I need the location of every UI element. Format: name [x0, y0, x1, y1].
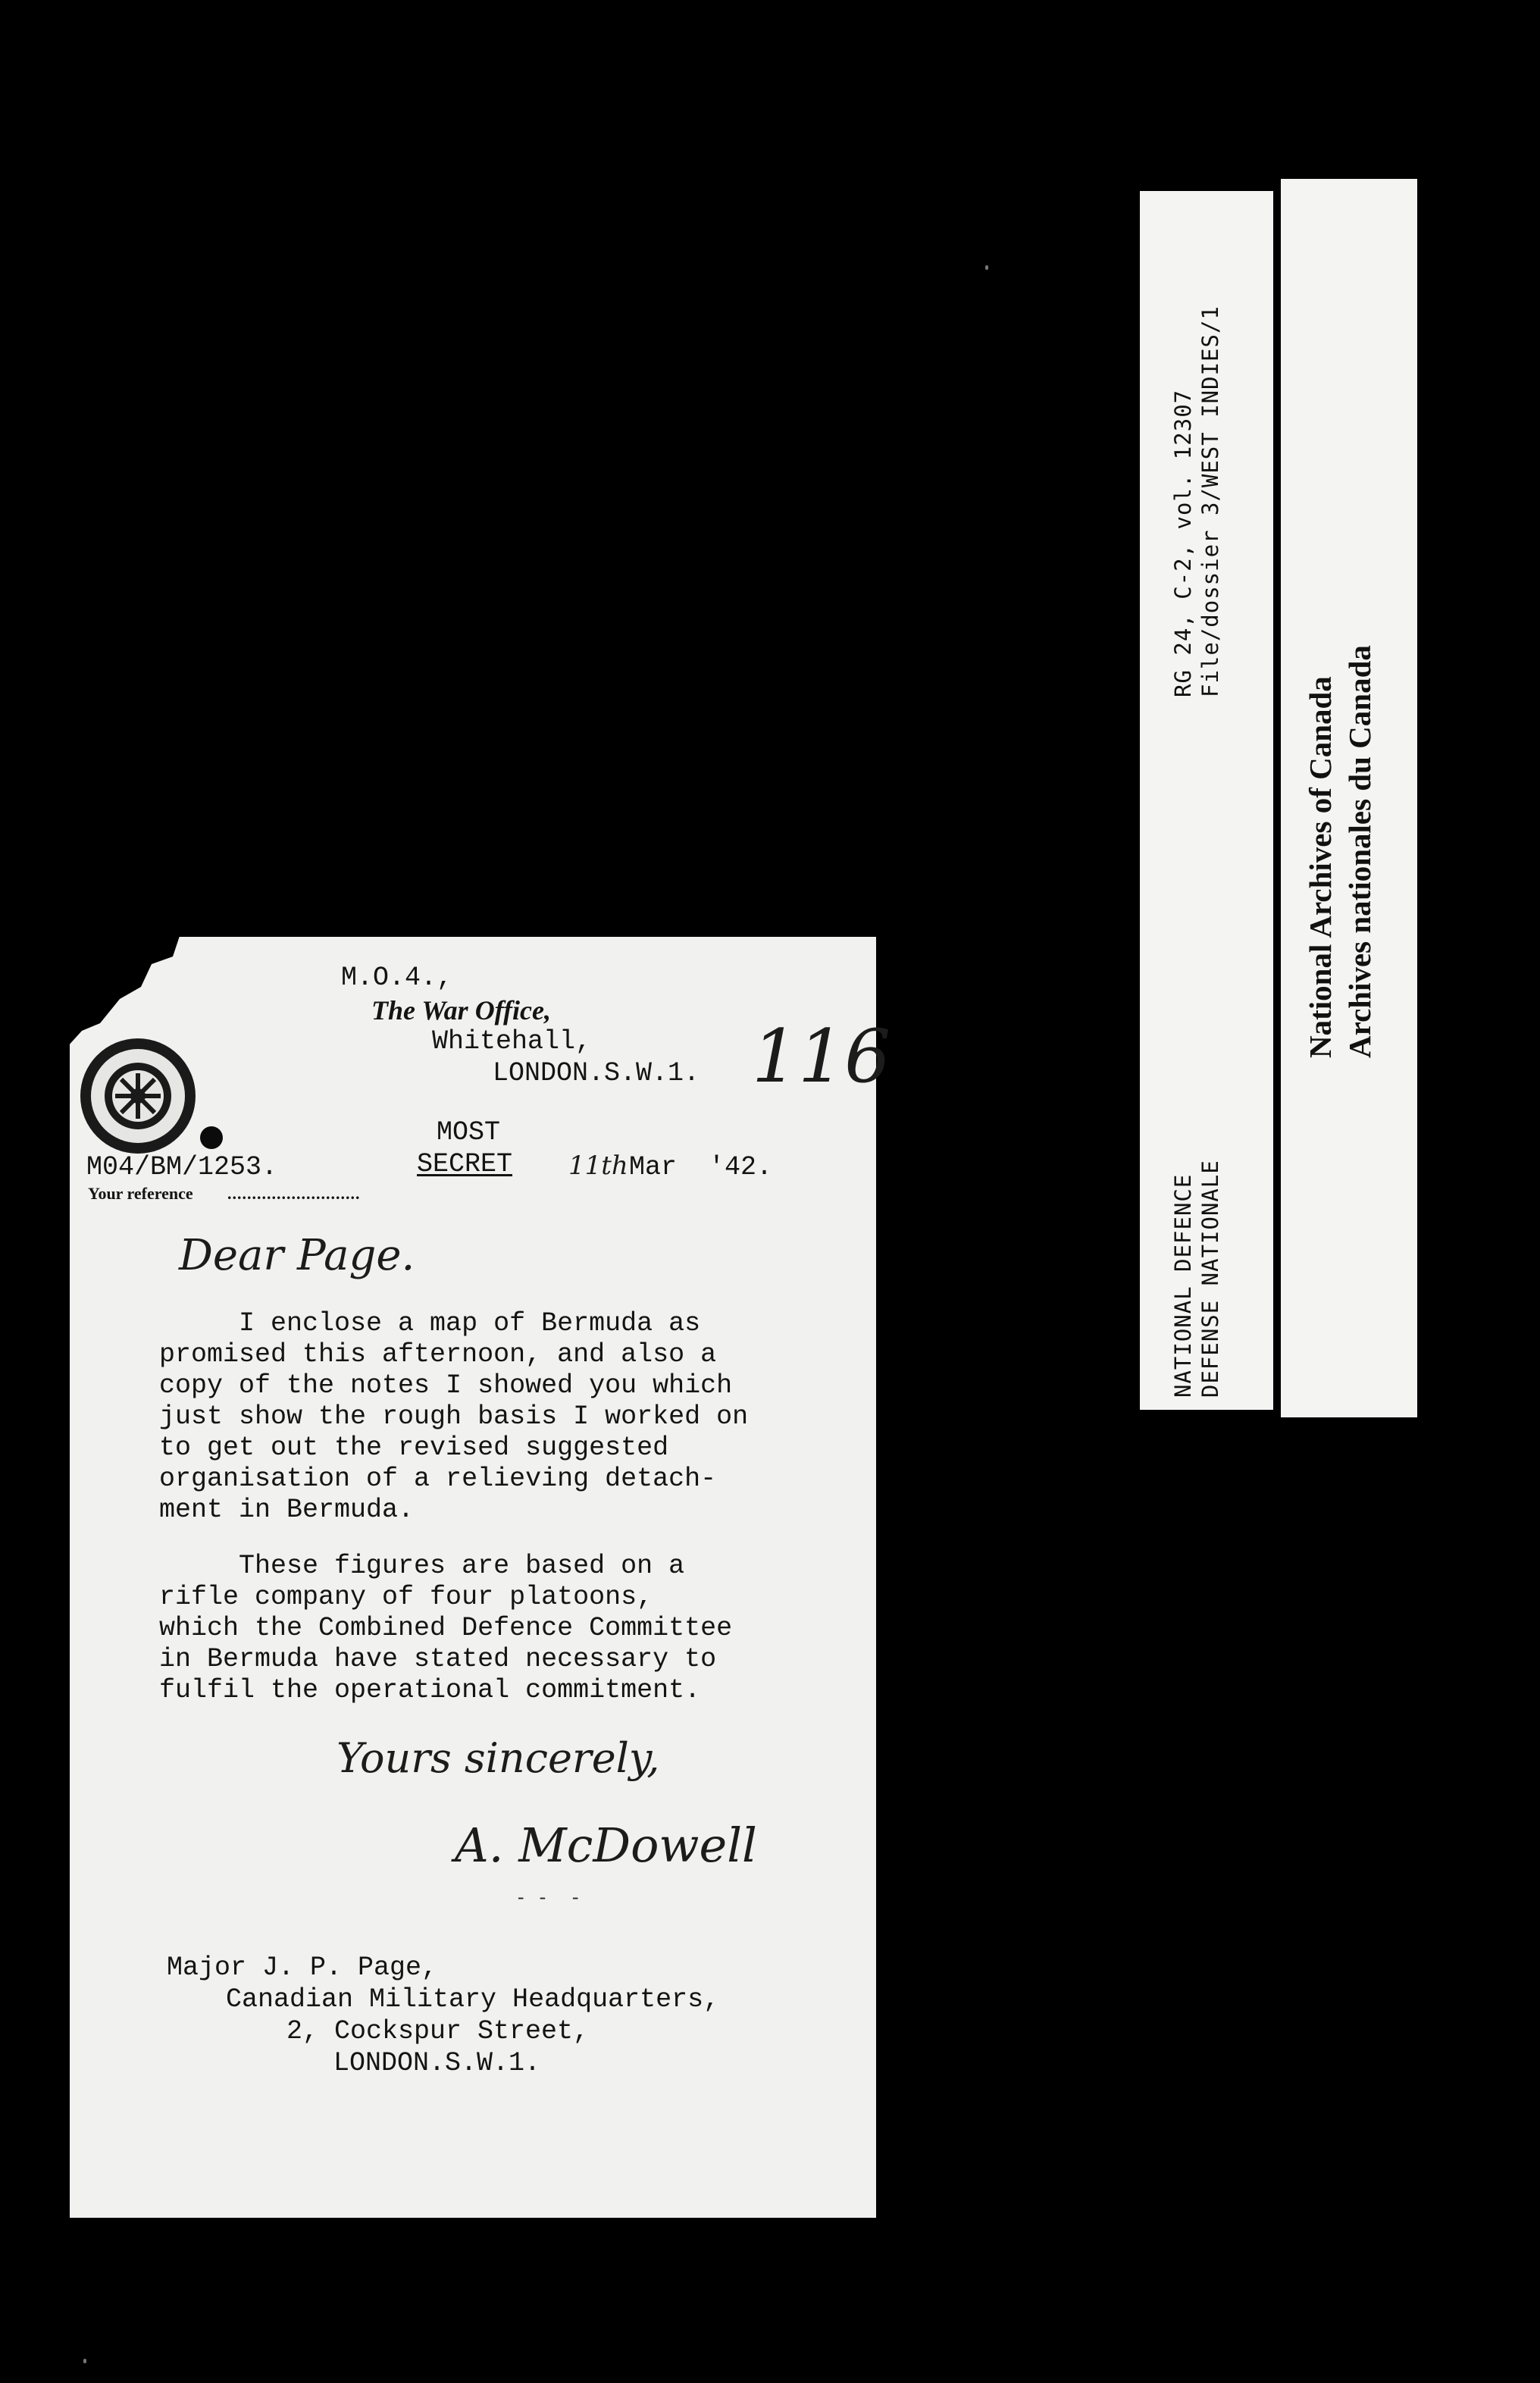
paragraph-1-line: promised this afternoon, and also a — [159, 1339, 717, 1370]
signature-dash: - - - — [515, 1889, 581, 1909]
reference-dots: ........................... — [227, 1184, 361, 1203]
addressee-city: LONDON.S.W.1. — [333, 2048, 541, 2078]
closing: Yours sincerely, — [336, 1734, 660, 1782]
paragraph-1 — [159, 1308, 872, 1526]
archive-reference-strip — [1140, 191, 1273, 1410]
letter-sheet — [70, 937, 891, 2218]
reference-caption: Your reference — [88, 1184, 193, 1203]
archives-canada-strip — [1281, 179, 1417, 1417]
seal-stamp-icon — [77, 1035, 199, 1157]
archives-name-fr: Archives nationales du Canada — [1342, 645, 1377, 1058]
torn-corner — [67, 934, 196, 1047]
dept-line1: NATIONAL DEFENCE — [1170, 1173, 1196, 1398]
archives-name-en: National Archives of Canada — [1303, 676, 1338, 1058]
paragraph-1-line: organisation of a relieving detach- — [159, 1464, 717, 1494]
date-day: 11th — [568, 1151, 628, 1181]
paragraph-2-line: in Bermuda have stated necessary to — [159, 1644, 717, 1674]
salutation: Dear Page. — [179, 1231, 415, 1280]
signature: A. McDowell — [455, 1818, 757, 1873]
archive-ref-line2: File/dossier 3/WEST INDIES/1 — [1197, 305, 1223, 697]
paragraph-2-line: rifle company of four platoons, — [159, 1582, 653, 1612]
office-name: The War Office, — [371, 995, 551, 1026]
classification-line2: SECRET — [417, 1149, 513, 1179]
branch-code: M.O.4., — [341, 963, 453, 993]
paragraph-1-line: copy of the notes I showed you which — [159, 1370, 733, 1401]
paragraph-2-line: These figures are based on a — [159, 1551, 685, 1581]
reference-number: M04/BM/1253. — [86, 1152, 278, 1182]
dept-line2: DEFENSE NATIONALE — [1197, 1160, 1223, 1398]
dust-speck — [83, 2359, 86, 2363]
street-address: Whitehall, — [432, 1026, 592, 1057]
paragraph-1-line: I enclose a map of Bermuda as — [159, 1308, 701, 1339]
paragraph-2 — [159, 1551, 872, 1706]
addressee-street: 2, Cockspur Street, — [286, 2016, 590, 2046]
addressee-name: Major J. P. Page, — [167, 1952, 438, 1983]
folio-number: 116 — [752, 1014, 891, 1099]
paragraph-1-line: to get out the revised suggested — [159, 1433, 669, 1463]
city-address: LONDON.S.W.1. — [493, 1058, 700, 1088]
paragraph-1-line: ment in Bermuda. — [159, 1495, 415, 1525]
archive-ref-line1: RG 24, C-2, vol. 12307 — [1170, 389, 1196, 697]
punch-hole — [200, 1126, 223, 1149]
classification-line1: MOST — [437, 1117, 501, 1148]
paragraph-2-line: which the Combined Defence Committee — [159, 1613, 733, 1643]
paragraph-2-line: fulfil the operational commitment. — [159, 1675, 701, 1705]
addressee-org: Canadian Military Headquarters, — [226, 1984, 720, 2015]
paragraph-1-line: just show the rough basis I worked on — [159, 1401, 749, 1432]
date-rest: Mar '42. — [629, 1152, 773, 1182]
dust-speck — [985, 265, 988, 270]
